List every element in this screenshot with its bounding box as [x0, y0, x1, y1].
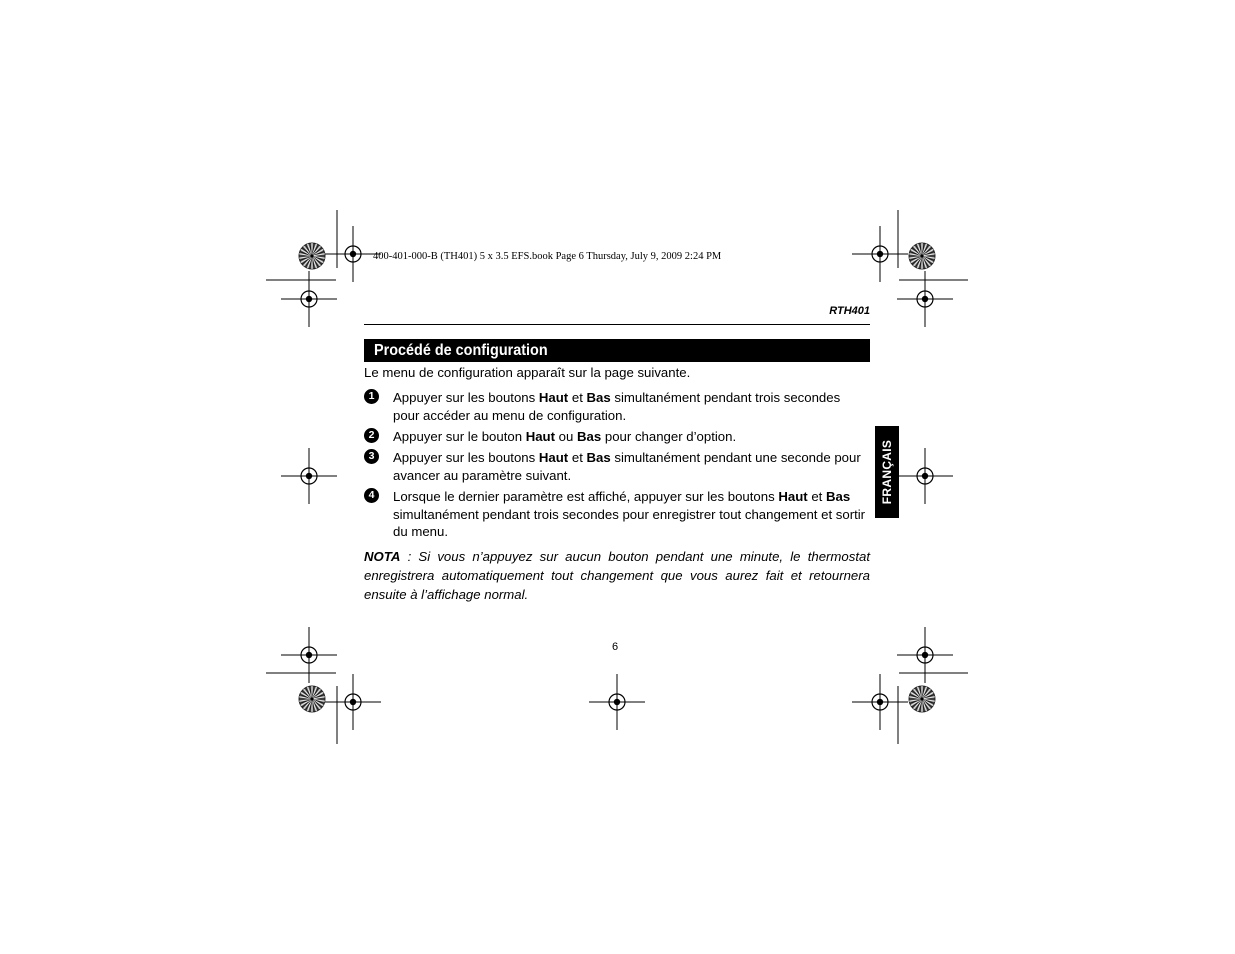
bas-button-name: Bas	[577, 429, 602, 444]
registration-mark-center	[306, 473, 312, 479]
section-title: Procédé de configuration	[374, 342, 548, 359]
language-tab	[875, 426, 899, 518]
step-1: 1 Appuyer sur les boutons Haut et Bas simultanément pendant trois secondes pour accéder au menu de configuration.	[364, 389, 870, 424]
page-number: 6	[612, 641, 619, 653]
star-target-center	[920, 254, 923, 257]
registration-mark-center	[922, 652, 928, 658]
step-number-badge: 3	[364, 449, 379, 464]
star-target-center	[310, 697, 313, 700]
registration-mark-center	[877, 699, 883, 705]
note-paragraph	[364, 547, 870, 604]
star-target-center	[310, 254, 313, 257]
registration-mark-center	[614, 699, 620, 705]
intro-text: Le menu de configuration apparaît sur la page suivante.	[364, 365, 691, 380]
step-number-badge: 1	[364, 389, 379, 404]
step-4: 4 Lorsque le dernier paramètre est affiché, appuyer sur les boutons Haut et Bas simultanément pendant trois secondes pour enregistrer tout changement et sortir du menu.	[364, 488, 870, 541]
bas-button-name: Bas	[826, 489, 851, 504]
haut-button-name: Haut	[778, 489, 808, 504]
registration-mark-center	[922, 296, 928, 302]
registration-mark-center	[350, 251, 356, 257]
registration-mark-center	[350, 699, 356, 705]
haut-button-name: Haut	[525, 429, 556, 444]
language-tab-label: FRANÇAIS	[880, 439, 894, 505]
step-number-badge: 2	[364, 428, 379, 443]
model-number: RTH401	[829, 305, 870, 317]
print-slug-line: 400-401-000-B (TH401) 5 x 3.5 EFS.book Page 6 Thursday, July 9, 2009 2:24 PM	[373, 251, 722, 262]
haut-button-name: Haut	[538, 450, 569, 465]
note-text: : Si vous n’appuyez sur aucun bouton pendant une minute, le thermostat enregistrera automatiquement tout changement que vous aurez fait et retournera ensuite à l’affichage normal.	[364, 549, 870, 602]
registration-mark-center	[306, 296, 312, 302]
registration-mark-center	[877, 251, 883, 257]
registration-mark-center	[922, 473, 928, 479]
bas-button-name: Bas	[586, 390, 611, 405]
step-2: 2 Appuyer sur le bouton Haut ou Bas pour changer d’option.	[364, 428, 870, 446]
haut-button-name: Haut	[538, 390, 569, 405]
section-heading-bar	[364, 339, 870, 362]
registration-mark-center	[306, 652, 312, 658]
step-3: 3 Appuyer sur les boutons Haut et Bas simultanément pendant une seconde pour avancer au paramètre suivant.	[364, 449, 870, 484]
header-rule	[364, 324, 870, 325]
note-label: NOTA	[364, 549, 401, 564]
star-target-center	[920, 697, 923, 700]
step-number-badge: 4	[364, 488, 379, 503]
bas-button-name: Bas	[586, 450, 611, 465]
